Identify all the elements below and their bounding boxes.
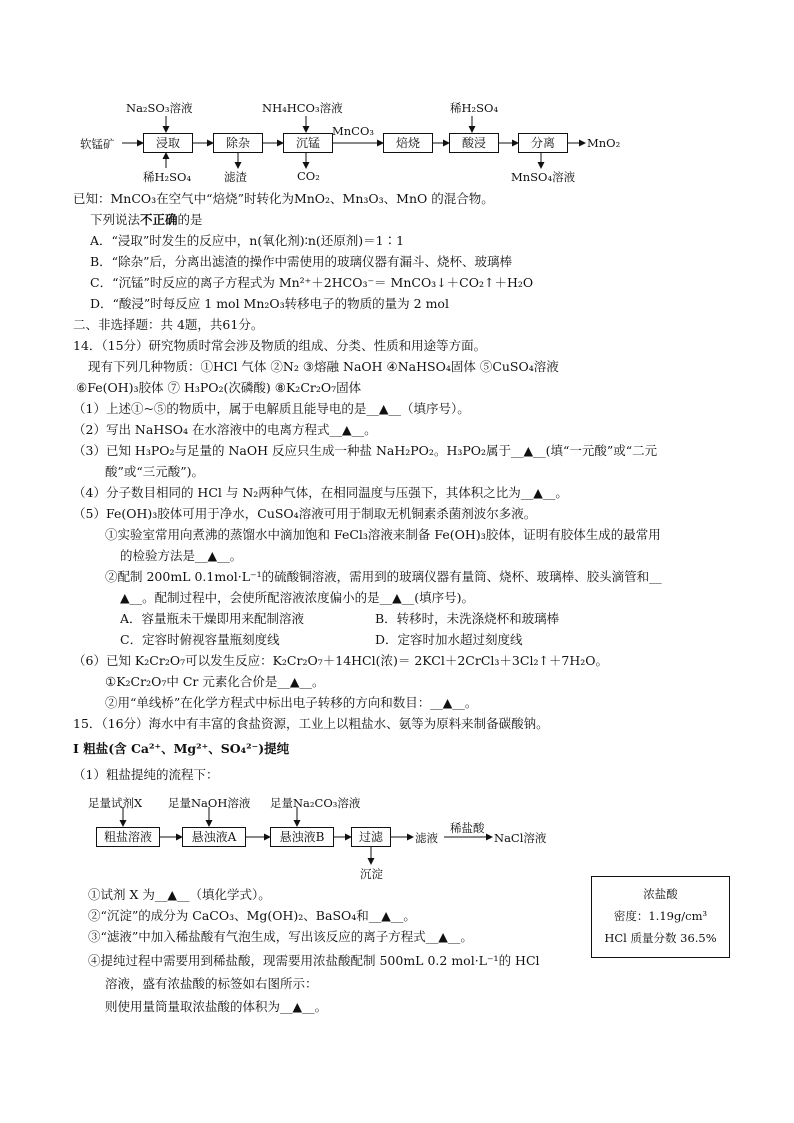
q15-section-1-heading: I 粗盐(含 Ca²⁺、Mg²⁺、SO₄²⁻)提纯 (73, 741, 290, 756)
flow1-top-label: 稀H₂SO₄ (450, 101, 499, 115)
flow1-box-leach: 浸取 (143, 133, 193, 153)
q14-part-5-1-cont: 的检验方法是__▲__。 (120, 548, 243, 563)
q15-stem: 15．（16分）海水中有丰富的食盐资源，工业上以粗盐水、氨等为原料来制备碳酸钠。 (73, 716, 549, 731)
question-stem: 下列说法不正确的是 (90, 212, 203, 227)
q15-part-1-3: ③“滤液”中加入稀盐酸有气泡生成，写出该反应的离子方程式__▲__。 (88, 929, 473, 944)
q14-stem: 14．（15分）研究物质时常会涉及物质的组成、分类、性质和用途等方面。 (73, 338, 487, 353)
q15-part-1: （1）粗盐提纯的流程下： (73, 767, 219, 782)
q15-part-1-4: ④提纯过程中需要用到稀盐酸，现需要用浓盐酸配制 500mL 0.2 mol·L⁻¹的 HCl (88, 953, 540, 968)
section-heading: 二、非选择题：共 4题，共61分。 (73, 317, 264, 332)
flow1-box-precipitate: 沉锰 (283, 133, 333, 153)
q14-part-5-2: ②配制 200mL 0.1mol·L⁻¹的硫酸铜溶液，需用到的玻璃仪器有量筒、烧杯、玻璃棒、胶头滴管和__ (105, 569, 662, 584)
flow1-box-acid-leach: 酸浸 (449, 133, 499, 153)
option-c: C．“沉锰”时反应的离子方程式为 Mn²⁺＋2HCO₃⁻＝ MnCO₃↓＋CO₂↑＋H₂O (90, 275, 534, 290)
q14-choice-b: B．转移时，未洗涤烧杯和玻璃棒 (375, 611, 560, 626)
q14-substances-1: 现有下列几种物质：①HCl 气体 ②N₂ ③熔融 NaOH ④NaHSO₄固体 ⑤CuSO₄溶液 (88, 359, 559, 374)
bottle-title: 浓盐酸 (643, 887, 678, 901)
flow2-box-brine: 粗盐溶液 (96, 827, 160, 847)
q14-part-6-2: ②用“单线桥”在化学方程式中标出电子转移的方向和数目：__▲__。 (105, 695, 478, 710)
flow1-top-label: NH₄HCO₃溶液 (262, 101, 343, 115)
q14-part-2: （2）写出 NaHSO₄ 在水溶液中的电离方程式__▲__。 (73, 422, 377, 437)
manganese-process-flow (0, 0, 794, 190)
known-condition: 已知：MnCO₃在空气中“焙烧”时转化为MnO₂、Mn₃O₃、MnO 的混合物。 (73, 191, 494, 206)
flow2-top-label: 足量试剂X (88, 796, 143, 810)
q14-part-1: （1）上述①~⑤的物质中，属于电解质且能导电的是__▲__（填序号）。 (73, 401, 470, 416)
q14-part-3-cont: 酸”或“三元酸”)。 (105, 464, 205, 479)
option-a: A．“浸取”时发生的反应中，n(氧化剂)∶n(还原剂)＝1∶1 (90, 233, 405, 248)
flow2-box-filter: 过滤 (351, 827, 391, 847)
q14-part-5-2-cont: ▲__。配制过程中，会使所配溶液浓度偏小的是__▲__(填序号)。 (120, 590, 474, 605)
hcl-bottle-label (591, 876, 730, 958)
q14-substances-2: ⑥Fe(OH)₃胶体 ⑦ H₃PO₂(次磷酸) ⑧K₂Cr₂O₇固体 (76, 380, 362, 395)
flow1-bottom-label: 滤渣 (224, 170, 247, 184)
flow2-box-suspension-b: 悬浊液B (270, 827, 334, 847)
q14-choice-c: C．定容时俯视容量瓶刻度线 (120, 632, 280, 647)
q14-part-5: （5）Fe(OH)₃胶体可用于净水，CuSO₄溶液可用于制取无机铜素杀菌剂波尔多液。 (73, 506, 537, 521)
flow1-bottom-label: MnSO₄溶液 (511, 170, 576, 184)
flow2-precipitate: 沉淀 (360, 867, 383, 881)
q14-part-6-1: ①K₂Cr₂O₇中 Cr 元素化合价是__▲__。 (105, 674, 325, 689)
flow2-box-suspension-a: 悬浊液A (182, 827, 246, 847)
option-b: B．“除杂”后，分离出滤渣的操作中需使用的玻璃仪器有漏斗、烧杯、玻璃棒 (90, 254, 512, 269)
q15-part-1-4-final: 则使用量筒量取浓盐酸的体积为__▲__。 (105, 999, 328, 1014)
flow1-box-roast: 焙烧 (383, 133, 433, 153)
flow1-bottom-label: CO₂ (297, 169, 320, 183)
q14-part-5-1: ①实验室常用向煮沸的蒸馏水中滴加饱和 FeCl₃溶液来制备 Fe(OH)₃胶体，证明有胶体生成的最常用 (105, 527, 661, 542)
bottle-density: 密度：1.19g/cm³ (613, 909, 708, 923)
flow1-box-separate: 分离 (518, 133, 568, 153)
flow1-bottom-label: 稀H₂SO₄ (143, 170, 192, 184)
flow2-product: NaCl溶液 (494, 831, 547, 845)
q15-part-1-2: ②“沉淀”的成分为 CaCO₃、Mg(OH)₂、BaSO₄和__▲__。 (88, 908, 416, 923)
flow1-input: 软锰矿 (80, 137, 115, 151)
bottle-mass-fraction: HCl 质量分数 36.5% (604, 931, 717, 945)
flow2-acid: 稀盐酸 (450, 821, 485, 835)
q14-part-4: （4）分子数目相同的 HCl 与 N₂两种气体，在相同温度与压强下，其体积之比为__▲__。 (73, 485, 568, 500)
q14-part-6: （6）已知 K₂Cr₂O₇可以发生反应：K₂Cr₂O₇＋14HCl(浓)＝ 2KCl＋2CrCl₃＋3Cl₂↑＋7H₂O。 (73, 653, 609, 668)
q14-choice-d: D．定容时加水超过刻度线 (375, 632, 523, 647)
q15-part-1-4-cont: 溶液，盛有浓盐酸的标签如右图所示： (105, 976, 318, 991)
q15-part-1-1: ①试剂 X 为__▲__（填化学式）。 (88, 887, 271, 902)
flow2-top-label: 足量NaOH溶液 (168, 796, 251, 810)
flow2-top-label: 足量Na₂CO₃溶液 (270, 796, 361, 810)
flow2-filtrate: 滤液 (415, 831, 438, 845)
flow1-mid-label: MnCO₃ (332, 124, 375, 138)
q14-part-3: （3）已知 H₃PO₂与足量的 NaOH 反应只生成一种盐 NaH₂PO₂。H₃PO₂属于__▲__(填“一元酸”或“二元 (73, 443, 658, 458)
flow1-box-purify: 除杂 (213, 133, 263, 153)
q14-choice-a: A．容量瓶未干燥即用来配制溶液 (120, 611, 305, 626)
option-d: D．“酸浸”时每反应 1 mol Mn₂O₃转移电子的物质的量为 2 mol (90, 296, 449, 311)
flow1-top-label: Na₂SO₃溶液 (126, 101, 193, 115)
flow1-output: MnO₂ (587, 136, 621, 150)
